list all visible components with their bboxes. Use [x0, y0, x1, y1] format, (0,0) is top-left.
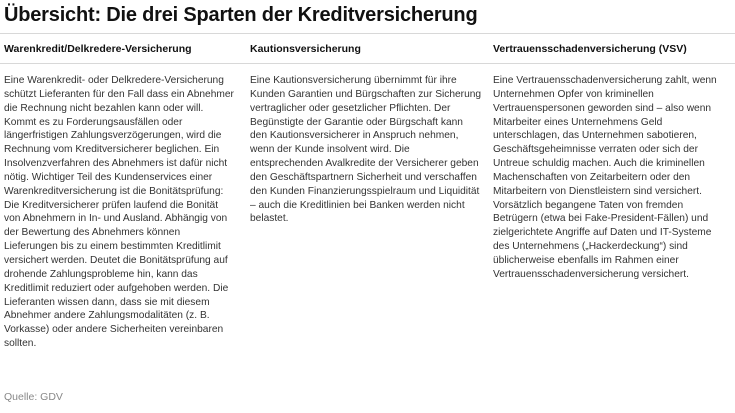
column-text-kaution: Eine Kautionsversicherung übernimmt für ihre Kunden Garantien und Bürgschaften zur Sicherung vertraglicher oder gesetzlicher Pflichten. Der Begünstigte der Garantie oder Bürgschaft kann den Kautionsversicherer in Anspruch nehmen, wenn der Kunde insolvent wird. Die entsprechenden Avalkredite der Versicherer geben den Geschäftspartnern Sicherheit und verschaffen den Kunden Finanzierungsspielraum und Liquidität – auch die Kreditlinien bei Banken werden nicht belastet.: [250, 75, 482, 225]
column-text-warenkredit: Eine Warenkredit- oder Delkredere-Versicherung schützt Lieferanten für den Fall dass ein Abnehmer die Rechnung nicht bezahlen kann oder will. Kommt es zu Forderungsausfällen oder längerfristigen Zahlungsverzögerungen, wird die Rechnung vom Kreditversicherer beglichen. Ein Insolvenzverfahren des Abnehmers ist dafür nicht nötig. Wichtiger Teil des Kundenservices einer Warenkreditversicherung ist die Bonitätsprüfung: Die Kreditversicherer prüfen laufend die Bonität von Abnehmern in In- und Ausland. Abhängig von der Bewertung des Abnehmers können Lieferungen bis zu einem bestimmten Kreditlimit versichert werden. Deutet die Bonitätsprüfung auf drohende Zahlungsprobleme hin, kann das Kreditlimit reduziert oder aufgehoben werden. Die Lieferanten wissen dann, dass sie mit diesem Abnehmer andere Zahlungsmodalitäten (z. B. Vorkasse) oder andere Sicherheiten vereinbaren sollten.: [4, 75, 234, 350]
source-note: Quelle: GDV: [4, 391, 63, 403]
comparison-table: [0, 33, 735, 351]
table-body-row: [0, 64, 735, 351]
column-text-vsv: Eine Vertrauensschadenversicherung zahlt, wenn Unternehmen Opfer von kriminellen Vertrauenspersonen geworden sind – also wenn Mitarbeiter eines Unternehmens Geld unterschlagen, das Unternehmen sabotieren, Geschäftsgeheimnisse verraten oder sich der Untreue schuldig machen. Auch die kriminellen Machenschaften von Zeitarbeitern oder den Mitarbeitern von Dienstleistern sind versichert. Vorsätzlich begangene Taten von fremden Betrügern (etwa bei Fake-President-Fällen) und zielgerichtete Angriffe auf Daten und IT-Systeme des Unternehmens („Hackerdeckung“) sind üblicherweise ebenfalls im Rahmen einer Vertrauensschadenversicherung versichert.: [493, 75, 717, 280]
column-header-warenkredit: Warenkredit/Delkredere-Versicherung: [4, 42, 192, 55]
page-title: Übersicht: Die drei Sparten der Kreditversicherung: [4, 4, 478, 26]
column-header-vsv: Vertrauensschadenversicherung (VSV): [493, 42, 687, 55]
table-header-row: [0, 33, 735, 64]
column-header-kaution: Kautionsversicherung: [250, 42, 361, 55]
